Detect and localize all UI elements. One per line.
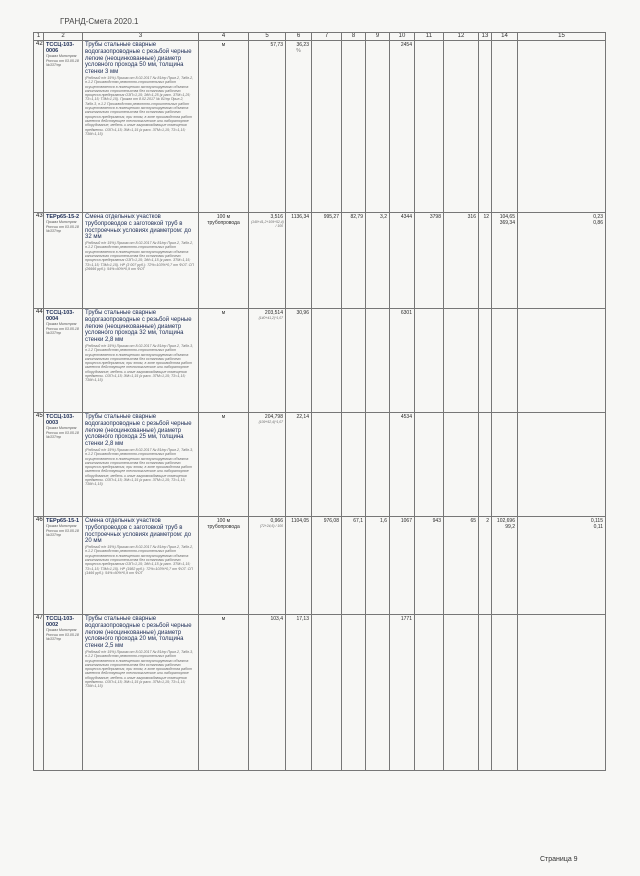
value-cell-c7 — [312, 41, 342, 213]
col-number: 12 — [444, 33, 479, 41]
row-position: 47 — [34, 615, 44, 771]
row-position: 44 — [34, 309, 44, 413]
value-cell-c15 — [518, 615, 606, 771]
value-cell-c13: 12 — [479, 213, 492, 309]
work-name: Смена отдельных участков трубопроводов с заготовкой труб в построечных условиях диаметром: до 32 мм — [85, 214, 192, 241]
unit-cell: м — [199, 309, 249, 413]
quantity-cell — [249, 615, 286, 771]
value-cell-c14 — [492, 309, 518, 413]
value-cell-c12 — [444, 413, 479, 517]
value-cell-c10: 6301 — [390, 309, 415, 413]
unit-price: 30,96 — [296, 310, 309, 316]
unit-price-cell — [286, 413, 312, 517]
work-name-cell — [83, 413, 199, 517]
value-cell-c12 — [444, 309, 479, 413]
rate-code: ТССЦ-103-0003 — [46, 414, 75, 427]
value-cell-c8 — [342, 615, 366, 771]
value-cell-c8 — [342, 413, 366, 517]
value-cell-c13: 2 — [479, 517, 492, 615]
unit-price-cell — [286, 517, 312, 615]
col-number: 2 — [44, 33, 83, 41]
col-number: 14 — [492, 33, 518, 41]
estimate-row — [34, 213, 606, 309]
quantity: 57,73 — [270, 42, 283, 48]
quantity: 3,516 — [270, 214, 283, 220]
quantity-formula: (140+41,2)*1,07 — [258, 316, 283, 320]
rate-code: ТССЦ-103-0004 — [46, 310, 75, 323]
col-number: 3 — [83, 33, 199, 41]
quantity-formula: (109+52,4)*1,07 — [258, 420, 283, 424]
work-name-cell — [83, 41, 199, 213]
rate-code: ТЕРр65-15-1 — [46, 518, 80, 524]
estimate-row — [34, 615, 606, 771]
value-cell-c13 — [479, 413, 492, 517]
col-number: 1 — [34, 33, 44, 41]
value-cell-c7 — [312, 309, 342, 413]
value-cell-c7 — [312, 615, 342, 771]
work-note: (Рабочий н/п 15%) Приказ от 8.02.2017 № 81/пр Прил.2, Табл.3, п.1.2 Производство ремонтно-строительных работ осуществляется в помещениях эксплуатируемого объекта капитального строительства без остановки рабочего процесса предприятия, при этом, в зоне производства работ имеется действующее технологическое или лабораторное оборудование, мебель и иные загромождающие помещения предметы. ОЗП=1,15; ЭМ=1,15 (к расх. ЗТМ=1,15; ТЗ=1,15; ТЗМ=1,15) — [85, 447, 194, 487]
value-cell-c8: 67,1 — [342, 517, 366, 615]
work-note: (Рабочий н/п 15%) Приказ от 8.02.2017 № 81/пр Прил.2, Табл.2, п.1.2 Производство ремонтно-строительных работ осуществляется в помещениях эксплуатируемого объекта капитального строительства без остановки рабочего процесса предприятия ОЗП=1,15; ЭМ=1,25 (к расх. ЗТМ=1,25; ТЗ=1,15; ТЗМ=1,15). Приказ от 8.02.2017 № 81/пр Прил.2, Табл.3, п.1.2 Производство ремонтно-строительных работ осуществляется в помещениях эксплуатируемого объекта капитального строительства без остановки рабочего процесса предприятия, при этом, в зоне производства работ имеется действующее технологическое или лабораторное оборудование, мебель и иные загромождающие помещения предметы. ОЗП=1,15; ЭМ=1,15 (к расх. ЗТМ=1,15; ТЗ=1,15; ТЗМ=1,15) — [85, 75, 194, 136]
col-number: 5 — [249, 33, 286, 41]
value-cell-c12: 65 — [444, 517, 479, 615]
col-number: 13 — [479, 33, 492, 41]
estimate-row — [34, 517, 606, 615]
unit-price: 1136,34 — [291, 214, 309, 220]
value-cell-c13 — [479, 615, 492, 771]
value-cell-c14 — [492, 615, 518, 771]
estimate-row — [34, 309, 606, 413]
value-cell-c11: 943 — [415, 517, 444, 615]
rate-code: ТЕРр65-15-2 — [46, 214, 80, 220]
value-cell-c10: 2454 — [390, 41, 415, 213]
value-cell-c9 — [366, 41, 390, 213]
value-cell-c8 — [342, 309, 366, 413]
value-cell-c7: 995,27 — [312, 213, 342, 309]
value-cell-c14 — [492, 41, 518, 213]
row-position: 45 — [34, 413, 44, 517]
unit-price-cell — [286, 213, 312, 309]
work-note: (Рабочий н/п 15%) Приказ от 8.02.2017 № 81/пр Прил.2, Табл.2, п.1.2 Производство ремонтно-строительных работ осуществляется в помещениях эксплуатируемого объекта капитального строительства без остановки рабочего процесса предприятия ОЗП=1,15; ЭМ=1,15 (к расх. ЗТМ=1,15; ТЗ=1,15; ТЗМ=1,15). НР (1982 руб.): 72%=103%*0,7 от ФОТ. СП (1466 руб.): 54%=60%*0,9 от ФОТ — [85, 545, 194, 575]
value-cell-c12 — [444, 41, 479, 213]
page-number: Страница 9 — [540, 856, 578, 863]
value-cell-c11 — [415, 615, 444, 771]
quantity-cell — [249, 213, 286, 309]
rate-code: ТССЦ-103-0002 — [46, 616, 75, 629]
value-cell-c8: 82,79 — [342, 213, 366, 309]
quantity-cell — [249, 413, 286, 517]
unit-price: 22,14 — [296, 414, 309, 420]
rate-source: Приказ Минстроя России от 03.05.18 №337/пр — [46, 220, 79, 234]
rate-source: Приказ Минстроя России от 03.05.18 №337/пр — [46, 322, 79, 336]
quantity-cell — [249, 517, 286, 615]
quantity-formula: (140+41,2+109+52,4) / 100 — [251, 220, 284, 228]
rate-source: Приказ Минстроя России от 03.05.18 №337/пр — [46, 524, 79, 538]
row-position: 43 — [34, 213, 44, 309]
rate-code-cell — [44, 41, 83, 213]
value-cell-c10: 4534 — [390, 413, 415, 517]
value-cell-c15 — [518, 413, 606, 517]
work-name-cell — [83, 213, 199, 309]
rate-code: ТССЦ-103-0006 — [46, 42, 75, 55]
col-number: 7 — [312, 33, 342, 41]
value-cell-c12: 316 — [444, 213, 479, 309]
value-cell-c9: 1,6 — [366, 517, 390, 615]
rate-code-cell — [44, 309, 83, 413]
quantity: 0,966 — [270, 518, 283, 524]
value-cell-c15: 0,23 0,86 — [518, 213, 606, 309]
value-cell-c9 — [366, 309, 390, 413]
value-cell-c15: 0,115 0,11 — [518, 517, 606, 615]
unit-cell: 100 м трубопровода — [199, 213, 249, 309]
unit-price: 17,13 — [296, 616, 309, 622]
work-name: Трубы стальные сварные водогазопроводные с резьбой черные легкие (неоцинкованные) диаметр условного прохода 20 мм, толщина стенки 2,5 мм — [85, 616, 192, 650]
rate-code-cell — [44, 615, 83, 771]
value-cell-c13 — [479, 309, 492, 413]
value-cell-c7: 976,08 — [312, 517, 342, 615]
value-cell-c9 — [366, 413, 390, 517]
estimate-row — [34, 413, 606, 517]
quantity: 203,514 — [264, 310, 283, 316]
value-cell-c14: 102,696 99,2 — [492, 517, 518, 615]
value-cell-c11 — [415, 309, 444, 413]
estimate-table — [33, 32, 606, 771]
rate-source: Приказ Минстроя России от 03.05.18 №337/пр — [46, 54, 79, 68]
estimate-row — [34, 41, 606, 213]
col-number: 6 — [286, 33, 312, 41]
work-name-cell — [83, 517, 199, 615]
work-name: Трубы стальные сварные водогазопроводные с резьбой черные легкие (неоцинкованные) диаметр условного прохода 32 мм, толщина стенки 2,8 мм — [85, 310, 192, 344]
value-cell-c13 — [479, 41, 492, 213]
program-title: ГРАНД-Смета 2020.1 — [60, 17, 139, 26]
quantity: 103,4 — [270, 616, 283, 622]
quantity-cell — [249, 41, 286, 213]
quantity-cell — [249, 309, 286, 413]
rate-source: Приказ Минстроя России от 03.05.18 №337/пр — [46, 426, 79, 440]
rate-code-cell — [44, 213, 83, 309]
unit-price-cell — [286, 41, 312, 213]
col-number: 10 — [390, 33, 415, 41]
quantity-formula: (72+24,6) / 100 — [259, 524, 283, 528]
value-cell-c11 — [415, 41, 444, 213]
value-cell-c12 — [444, 615, 479, 771]
estimate-table-body — [34, 33, 606, 771]
value-cell-c9 — [366, 615, 390, 771]
unit-price: 36,23 — [296, 42, 309, 48]
value-cell-c14 — [492, 413, 518, 517]
work-name-cell — [83, 615, 199, 771]
work-note: (Рабочий н/п 15%) Приказ от 8.02.2017 № 81/пр Прил.2, Табл.3, п.1.2 Производство ремонтно-строительных работ осуществляется в помещениях эксплуатируемого объекта капитального строительства без остановки рабочего процесса предприятия, при этом, в зоне производства работ имеется действующее технологическое или лабораторное оборудование, мебель и иные загромождающие помещения предметы. ОЗП=1,15; ЭМ=1,15 (к расх. ЗТМ=1,15; ТЗ=1,15; ТЗМ=1,15) — [85, 343, 194, 383]
quantity: 204,798 — [264, 414, 283, 420]
unit-cell: м — [199, 41, 249, 213]
col-number: 15 — [518, 33, 606, 41]
row-position: 42 — [34, 41, 44, 213]
unit-price: 1104,05 — [291, 518, 309, 524]
value-cell-c11: 3798 — [415, 213, 444, 309]
value-cell-c10: 1067 — [390, 517, 415, 615]
value-cell-c7 — [312, 413, 342, 517]
unit-price-cell — [286, 615, 312, 771]
value-cell-c8 — [342, 41, 366, 213]
column-number-row — [34, 33, 606, 41]
value-cell-c11 — [415, 413, 444, 517]
value-cell-c15 — [518, 41, 606, 213]
rate-code-cell — [44, 413, 83, 517]
rate-source: Приказ Минстроя России от 03.05.18 №337/пр — [46, 628, 79, 642]
value-cell-c10: 1771 — [390, 615, 415, 771]
value-cell-c14: 104,65 369,34 — [492, 213, 518, 309]
col-number: 4 — [199, 33, 249, 41]
margin-mark: % — [296, 48, 301, 54]
row-position: 46 — [34, 517, 44, 615]
value-cell-c15 — [518, 309, 606, 413]
unit-cell: 100 м трубопровода — [199, 517, 249, 615]
rate-code-cell — [44, 517, 83, 615]
col-number: 9 — [366, 33, 390, 41]
unit-cell: м — [199, 413, 249, 517]
col-number: 11 — [415, 33, 444, 41]
work-name: Смена отдельных участков трубопроводов с заготовкой труб в построечных условиях диаметром: до 20 мм — [85, 518, 192, 545]
work-name: Трубы стальные сварные водогазопроводные с резьбой черные легкие (неоцинкованные) диаметр условного прохода 25 мм, толщина стенки 2,8 мм — [85, 414, 192, 448]
work-name-cell — [83, 309, 199, 413]
value-cell-c10: 4344 — [390, 213, 415, 309]
value-cell-c9: 3,2 — [366, 213, 390, 309]
work-note: (Рабочий н/п 15%) Приказ от 8.02.2017 № 81/пр Прил.2, Табл.3, п.1.2 Производство ремонтно-строительных работ осуществляется в помещениях эксплуатируемого объекта капитального строительства без остановки рабочего процесса предприятия, при этом, в зоне производства работ имеется действующее технологическое или лабораторное оборудование, мебель и иные загромождающие помещения предметы. ОЗП=1,15; ЭМ=1,15 (к расх. ЗТМ=1,15; ТЗ=1,15; ТЗМ=1,15) — [85, 649, 194, 689]
col-number: 8 — [342, 33, 366, 41]
unit-cell: м — [199, 615, 249, 771]
work-note: (Рабочий н/п 15%) Приказ от 8.02.2017 № 81/пр Прил.2, Табл.2, п.1.2 Производство ремонтно-строительных работ осуществляется в помещениях эксплуатируемого объекта капитального строительства без остановки рабочего процесса предприятия ОЗП=1,15; ЭМ=1,15 (к расх. ЗТМ=1,15; ТЗ=1,15; ТЗМ=1,15). НР (3 007 руб.): 72%=103%*0,7 от ФОТ. СП (26666 руб.): 54%=60%*0,9 от ФОТ — [85, 241, 194, 271]
unit-price-cell — [286, 309, 312, 413]
work-name: Трубы стальные сварные водогазопроводные с резьбой черные легкие (неоцинкованные) диаметр условного прохода 50 мм, толщина стенки 3 мм — [85, 42, 192, 76]
